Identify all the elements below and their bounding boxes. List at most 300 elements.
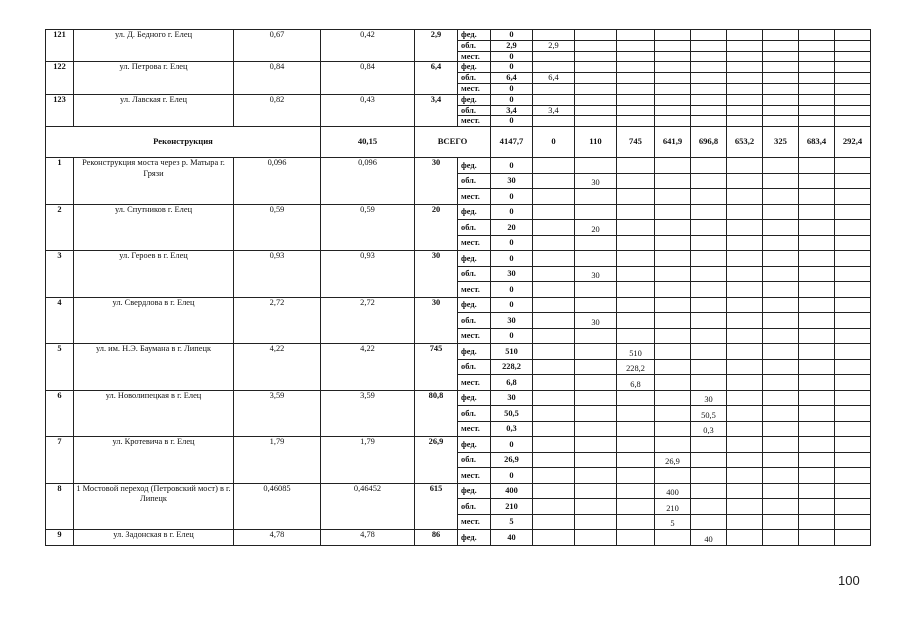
- year-amount-5: [691, 468, 727, 484]
- year-amount-6: [727, 297, 763, 313]
- year-amount-7: [763, 390, 799, 406]
- year-amount-6: [727, 62, 763, 73]
- year-amount-3: [617, 73, 655, 84]
- object-length: 1,79: [234, 437, 321, 484]
- year-amount-3: [617, 158, 655, 174]
- year-amount-3: [617, 390, 655, 406]
- year-amount-4: 26,9: [655, 452, 691, 468]
- year-amount-7: [763, 359, 799, 375]
- year-amount-9: [835, 51, 871, 62]
- year-amount-5: [691, 452, 727, 468]
- year-amount-7: [763, 173, 799, 189]
- reconstruction-year-7: 325: [763, 127, 799, 158]
- year-amount-1: 2,9: [533, 40, 575, 51]
- year-amount-1: [533, 235, 575, 251]
- funding-amount: 0: [491, 468, 533, 484]
- funding-source: мест.: [458, 421, 491, 437]
- reconstruction-year-3: 745: [617, 127, 655, 158]
- year-amount-6: [727, 158, 763, 174]
- year-amount-1: [533, 452, 575, 468]
- funding-source: мест.: [458, 514, 491, 530]
- year-amount-7: [763, 437, 799, 453]
- funding-source: фед.: [458, 158, 491, 174]
- funding-source: фед.: [458, 94, 491, 105]
- object-total: 745: [415, 344, 458, 391]
- year-amount-8: [799, 116, 835, 127]
- year-amount-1: [533, 437, 575, 453]
- year-amount-8: [799, 235, 835, 251]
- year-amount-5: [691, 73, 727, 84]
- funding-source: обл.: [458, 40, 491, 51]
- funding-amount: 30: [491, 313, 533, 329]
- year-amount-7: [763, 235, 799, 251]
- year-amount-6: [727, 189, 763, 205]
- year-amount-5: 0,3: [691, 421, 727, 437]
- year-amount-7: [763, 313, 799, 329]
- funding-source: обл.: [458, 73, 491, 84]
- row-number: 1: [46, 158, 74, 205]
- year-amount-8: [799, 173, 835, 189]
- year-amount-1: [533, 530, 575, 546]
- year-amount-4: [655, 189, 691, 205]
- year-amount-6: [727, 452, 763, 468]
- reconstruction-total-label: ВСЕГО: [415, 127, 491, 158]
- funding-source: обл.: [458, 359, 491, 375]
- year-amount-1: [533, 390, 575, 406]
- year-amount-8: [799, 158, 835, 174]
- year-amount-5: 30: [691, 390, 727, 406]
- year-amount-5: [691, 204, 727, 220]
- object-name: ул. Петрова г. Елец: [74, 62, 234, 94]
- year-amount-2: [575, 189, 617, 205]
- funding-amount: 30: [491, 266, 533, 282]
- object-total: 30: [415, 297, 458, 344]
- year-amount-6: [727, 251, 763, 267]
- year-amount-9: [835, 30, 871, 41]
- year-amount-2: [575, 468, 617, 484]
- funding-amount: 3,4: [491, 105, 533, 116]
- year-amount-9: [835, 282, 871, 298]
- year-amount-4: [655, 390, 691, 406]
- funding-source: обл.: [458, 452, 491, 468]
- year-amount-3: [617, 437, 655, 453]
- year-amount-8: [799, 344, 835, 360]
- year-amount-1: [533, 514, 575, 530]
- year-amount-7: [763, 40, 799, 51]
- year-amount-5: 40: [691, 530, 727, 546]
- year-amount-3: [617, 452, 655, 468]
- year-amount-5: [691, 83, 727, 94]
- year-amount-2: [575, 297, 617, 313]
- year-amount-4: [655, 62, 691, 73]
- year-amount-4: [655, 220, 691, 236]
- object-total: 30: [415, 251, 458, 298]
- year-amount-9: [835, 344, 871, 360]
- year-amount-5: [691, 116, 727, 127]
- year-amount-8: [799, 297, 835, 313]
- row-number: 122: [46, 62, 74, 94]
- year-amount-1: [533, 51, 575, 62]
- year-amount-5: 50,5: [691, 406, 727, 422]
- funding-source: обл.: [458, 105, 491, 116]
- year-amount-7: [763, 375, 799, 391]
- funding-amount: 0: [491, 158, 533, 174]
- year-amount-5: [691, 251, 727, 267]
- year-amount-7: [763, 105, 799, 116]
- table-row: [46, 94, 871, 105]
- object-name: Реконструкция моста через р. Матыра г. Грязи: [74, 158, 234, 205]
- table-row: [46, 437, 871, 453]
- year-amount-9: [835, 83, 871, 94]
- year-amount-8: [799, 421, 835, 437]
- funding-amount: 0: [491, 189, 533, 205]
- year-amount-4: [655, 406, 691, 422]
- year-amount-4: [655, 235, 691, 251]
- year-amount-4: [655, 83, 691, 94]
- year-amount-5: [691, 437, 727, 453]
- year-amount-7: [763, 468, 799, 484]
- year-amount-1: [533, 251, 575, 267]
- reconstruction-year-6: 653,2: [727, 127, 763, 158]
- funding-source: фед.: [458, 251, 491, 267]
- table-row: [46, 62, 871, 73]
- funding-amount: 0: [491, 437, 533, 453]
- year-amount-5: [691, 313, 727, 329]
- year-amount-4: [655, 530, 691, 546]
- year-amount-8: [799, 105, 835, 116]
- year-amount-4: 5: [655, 514, 691, 530]
- object-length: 0,84: [234, 62, 321, 94]
- year-amount-3: [617, 499, 655, 515]
- reconstruction-year-2: 110: [575, 127, 617, 158]
- year-amount-3: [617, 30, 655, 41]
- year-amount-2: [575, 83, 617, 94]
- funding-amount: 228,2: [491, 359, 533, 375]
- funding-source: мест.: [458, 282, 491, 298]
- year-amount-9: [835, 359, 871, 375]
- row-number: 121: [46, 30, 74, 62]
- year-amount-7: [763, 406, 799, 422]
- year-amount-7: [763, 530, 799, 546]
- year-amount-2: 30: [575, 313, 617, 329]
- object-total: 2,9: [415, 30, 458, 62]
- year-amount-9: [835, 235, 871, 251]
- year-amount-2: [575, 158, 617, 174]
- year-amount-2: [575, 421, 617, 437]
- year-amount-9: [835, 266, 871, 282]
- year-amount-7: [763, 62, 799, 73]
- year-amount-3: [617, 189, 655, 205]
- year-amount-8: [799, 375, 835, 391]
- year-amount-5: [691, 220, 727, 236]
- object-total: 26,9: [415, 437, 458, 484]
- year-amount-6: [727, 406, 763, 422]
- funding-amount: 30: [491, 173, 533, 189]
- year-amount-6: [727, 30, 763, 41]
- year-amount-2: [575, 116, 617, 127]
- funding-source: фед.: [458, 30, 491, 41]
- year-amount-1: [533, 313, 575, 329]
- year-amount-8: [799, 390, 835, 406]
- year-amount-3: [617, 51, 655, 62]
- year-amount-8: [799, 51, 835, 62]
- year-amount-7: [763, 297, 799, 313]
- year-amount-1: [533, 204, 575, 220]
- table-row: [46, 297, 871, 313]
- funding-amount: 0: [491, 251, 533, 267]
- year-amount-9: [835, 73, 871, 84]
- year-amount-9: [835, 105, 871, 116]
- year-amount-6: [727, 204, 763, 220]
- year-amount-5: [691, 62, 727, 73]
- year-amount-4: [655, 251, 691, 267]
- funding-amount: 2,9: [491, 40, 533, 51]
- year-amount-1: [533, 282, 575, 298]
- year-amount-1: [533, 483, 575, 499]
- table-row: [46, 344, 871, 360]
- object-area: 0,59: [321, 204, 415, 251]
- year-amount-2: [575, 359, 617, 375]
- year-amount-7: [763, 282, 799, 298]
- year-amount-8: [799, 406, 835, 422]
- year-amount-2: [575, 530, 617, 546]
- funding-amount: 0: [491, 30, 533, 41]
- year-amount-4: [655, 40, 691, 51]
- object-area: 1,79: [321, 437, 415, 484]
- object-length: 2,72: [234, 297, 321, 344]
- year-amount-4: [655, 105, 691, 116]
- year-amount-4: [655, 51, 691, 62]
- funding-source: обл.: [458, 313, 491, 329]
- funding-amount: 0: [491, 116, 533, 127]
- funding-amount: 6,4: [491, 73, 533, 84]
- year-amount-6: [727, 73, 763, 84]
- year-amount-3: [617, 40, 655, 51]
- year-amount-8: [799, 266, 835, 282]
- year-amount-5: [691, 94, 727, 105]
- object-length: 0,59: [234, 204, 321, 251]
- object-name: ул. Новолипецкая в г. Елец: [74, 390, 234, 437]
- year-amount-3: [617, 204, 655, 220]
- year-amount-2: [575, 328, 617, 344]
- funding-source: мест.: [458, 328, 491, 344]
- year-amount-4: [655, 359, 691, 375]
- funding-amount: 40: [491, 530, 533, 546]
- year-amount-2: [575, 73, 617, 84]
- year-amount-1: [533, 116, 575, 127]
- object-total: 80,8: [415, 390, 458, 437]
- year-amount-5: [691, 235, 727, 251]
- year-amount-4: [655, 266, 691, 282]
- year-amount-8: [799, 62, 835, 73]
- year-amount-3: [617, 483, 655, 499]
- reconstruction-year-8: 683,4: [799, 127, 835, 158]
- year-amount-5: [691, 328, 727, 344]
- year-amount-4: [655, 297, 691, 313]
- year-amount-2: [575, 251, 617, 267]
- funding-source: фед.: [458, 483, 491, 499]
- year-amount-4: 400: [655, 483, 691, 499]
- funding-source: фед.: [458, 344, 491, 360]
- year-amount-4: [655, 282, 691, 298]
- year-amount-8: [799, 468, 835, 484]
- year-amount-2: [575, 406, 617, 422]
- object-length: 3,59: [234, 390, 321, 437]
- year-amount-9: [835, 437, 871, 453]
- funding-amount: 20: [491, 220, 533, 236]
- year-amount-3: [617, 514, 655, 530]
- year-amount-3: [617, 62, 655, 73]
- year-amount-2: [575, 235, 617, 251]
- year-amount-1: [533, 83, 575, 94]
- object-length: 0,93: [234, 251, 321, 298]
- year-amount-1: [533, 406, 575, 422]
- funding-amount: 26,9: [491, 452, 533, 468]
- funding-amount: 50,5: [491, 406, 533, 422]
- year-amount-9: [835, 499, 871, 515]
- year-amount-8: [799, 189, 835, 205]
- year-amount-4: 210: [655, 499, 691, 515]
- year-amount-5: [691, 344, 727, 360]
- year-amount-1: [533, 266, 575, 282]
- year-amount-5: [691, 359, 727, 375]
- year-amount-3: [617, 468, 655, 484]
- year-amount-5: [691, 30, 727, 41]
- funding-source: фед.: [458, 390, 491, 406]
- reconstruction-year-5: 696,8: [691, 127, 727, 158]
- year-amount-4: [655, 116, 691, 127]
- year-amount-9: [835, 116, 871, 127]
- year-amount-6: [727, 483, 763, 499]
- year-amount-5: [691, 297, 727, 313]
- year-amount-5: [691, 105, 727, 116]
- year-amount-3: [617, 406, 655, 422]
- year-amount-6: [727, 437, 763, 453]
- object-name: ул. Задонская в г. Елец: [74, 530, 234, 546]
- year-amount-1: [533, 359, 575, 375]
- year-amount-2: [575, 94, 617, 105]
- year-amount-8: [799, 30, 835, 41]
- year-amount-9: [835, 62, 871, 73]
- object-area: 2,72: [321, 297, 415, 344]
- object-total: 3,4: [415, 94, 458, 126]
- year-amount-8: [799, 251, 835, 267]
- year-amount-2: [575, 30, 617, 41]
- year-amount-4: [655, 344, 691, 360]
- funding-source: обл.: [458, 173, 491, 189]
- table-row: [46, 30, 871, 41]
- year-amount-2: [575, 62, 617, 73]
- year-amount-6: [727, 328, 763, 344]
- year-amount-4: [655, 94, 691, 105]
- year-amount-6: [727, 514, 763, 530]
- object-area: 0,84: [321, 62, 415, 94]
- year-amount-7: [763, 51, 799, 62]
- funding-source: мест.: [458, 116, 491, 127]
- table-row: [46, 483, 871, 499]
- year-amount-9: [835, 530, 871, 546]
- funding-amount: 5: [491, 514, 533, 530]
- year-amount-7: [763, 83, 799, 94]
- year-amount-6: [727, 468, 763, 484]
- year-amount-7: [763, 499, 799, 515]
- object-area: 0,096: [321, 158, 415, 205]
- year-amount-3: [617, 282, 655, 298]
- year-amount-3: [617, 105, 655, 116]
- object-area: 0,43: [321, 94, 415, 126]
- year-amount-9: [835, 94, 871, 105]
- funding-source: фед.: [458, 204, 491, 220]
- year-amount-5: [691, 40, 727, 51]
- year-amount-2: [575, 483, 617, 499]
- year-amount-7: [763, 344, 799, 360]
- year-amount-6: [727, 359, 763, 375]
- funding-amount: 0: [491, 62, 533, 73]
- row-number: 2: [46, 204, 74, 251]
- row-number: 5: [46, 344, 74, 391]
- funding-source: мест.: [458, 235, 491, 251]
- year-amount-6: [727, 51, 763, 62]
- year-amount-3: 510: [617, 344, 655, 360]
- year-amount-1: 6,4: [533, 73, 575, 84]
- year-amount-3: [617, 421, 655, 437]
- year-amount-3: 6,8: [617, 375, 655, 391]
- year-amount-2: [575, 105, 617, 116]
- program-table: [45, 29, 871, 546]
- object-name: ул. Кротевича в г. Елец: [74, 437, 234, 484]
- year-amount-4: [655, 30, 691, 41]
- year-amount-2: [575, 282, 617, 298]
- year-amount-7: [763, 251, 799, 267]
- year-amount-6: [727, 530, 763, 546]
- funding-amount: 0: [491, 51, 533, 62]
- year-amount-1: 3,4: [533, 105, 575, 116]
- year-amount-3: [617, 83, 655, 94]
- year-amount-4: [655, 173, 691, 189]
- funding-source: фед.: [458, 297, 491, 313]
- year-amount-1: [533, 189, 575, 205]
- row-number: 8: [46, 483, 74, 530]
- table-row: [46, 158, 871, 174]
- funding-amount: 0: [491, 235, 533, 251]
- row-number: 3: [46, 251, 74, 298]
- year-amount-1: [533, 94, 575, 105]
- year-amount-7: [763, 116, 799, 127]
- year-amount-1: [533, 421, 575, 437]
- year-amount-4: [655, 313, 691, 329]
- year-amount-8: [799, 220, 835, 236]
- year-amount-1: [533, 344, 575, 360]
- funding-amount: 0: [491, 328, 533, 344]
- year-amount-4: [655, 437, 691, 453]
- funding-amount: 0: [491, 83, 533, 94]
- year-amount-7: [763, 189, 799, 205]
- year-amount-3: [617, 313, 655, 329]
- year-amount-7: [763, 94, 799, 105]
- object-area: 0,42: [321, 30, 415, 62]
- year-amount-8: [799, 204, 835, 220]
- funding-amount: 6,8: [491, 375, 533, 391]
- year-amount-6: [727, 83, 763, 94]
- year-amount-2: [575, 437, 617, 453]
- table-row: [46, 390, 871, 406]
- object-area: 0,93: [321, 251, 415, 298]
- year-amount-2: [575, 344, 617, 360]
- year-amount-1: [533, 328, 575, 344]
- year-amount-7: [763, 73, 799, 84]
- year-amount-7: [763, 30, 799, 41]
- funding-source: фед.: [458, 62, 491, 73]
